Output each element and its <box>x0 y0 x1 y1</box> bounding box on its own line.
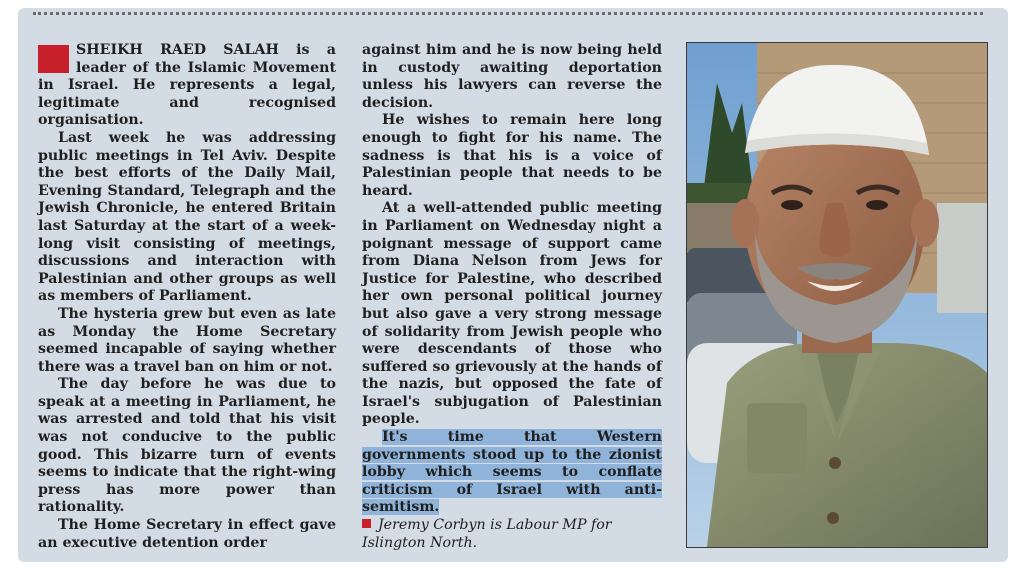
paragraph-1-text: is a leader of the Islamic Movement in Israel. He represents a legal, legitimate and recognised organisation. <box>38 42 336 129</box>
author-byline <box>362 517 662 552</box>
article-column-2 <box>362 42 662 552</box>
man-portrait-illustration <box>687 43 987 547</box>
paragraph-6: against him and he is now being held in custody awaiting deportation unless his lawyers can reverse the decision. <box>362 42 662 111</box>
dotted-divider <box>33 12 983 15</box>
portrait-photo <box>686 42 988 548</box>
paragraph-2: Last week he was addressing public meetings in Tel Aviv. Despite the best efforts of the Daily Mail, Evening Standard, Telegraph and the Jewish Chronicle, he entered Britain last Saturday at the start of a week-long visit consisting of meetings, discussions and interaction with Palestinian and other groups as well as members of Parliament. <box>38 129 336 305</box>
paragraph-5: The Home Secretary in effect gave an executive detention order <box>38 517 336 551</box>
red-square-marker <box>38 45 69 73</box>
text-selection-highlight[interactable]: It's time that Western governments stood up to the zionist lobby which seems to conflate criticism of Israel with anti-semitism. <box>362 429 662 516</box>
article-column-1 <box>38 42 336 552</box>
paragraph-7: He wishes to remain here long enough to fight for his name. The sadness is that his is a voice of Palestinian people that needs to be heard. <box>362 112 662 199</box>
paragraph-1 <box>38 42 336 130</box>
paragraph-3: The hysteria grew but even as late as Monday the Home Secretary seemed incapable of saying whether there was a travel ban on him or not. <box>38 305 336 375</box>
paragraph-8: At a well-attended public meeting in Parliament on Wednesday night a poignant message of support came from Diana Nelson from Jews for Justice for Palestine, who described her own personal political journey but also gave a very strong message of solidarity from Jewish people who were descendants of those who suffered so grievously at the hands of the nazis, but opposed the fate of Israel's subjugation of Palestinian people. <box>362 200 662 428</box>
red-square-bullet <box>362 519 371 528</box>
byline-text: Jeremy Corbyn is Labour MP for Islington North. <box>362 517 612 551</box>
highlighted-paragraph[interactable] <box>362 429 662 517</box>
paragraph-4: The day before he was due to speak at a meeting in Parliament, he was arrested and told that his visit was not conducive to the public good. This bizarre turn of events seems to indicate that the right-wing press has more power than rationality. <box>38 376 336 516</box>
lead-name: SHEIKH RAED SALAH <box>76 42 279 58</box>
